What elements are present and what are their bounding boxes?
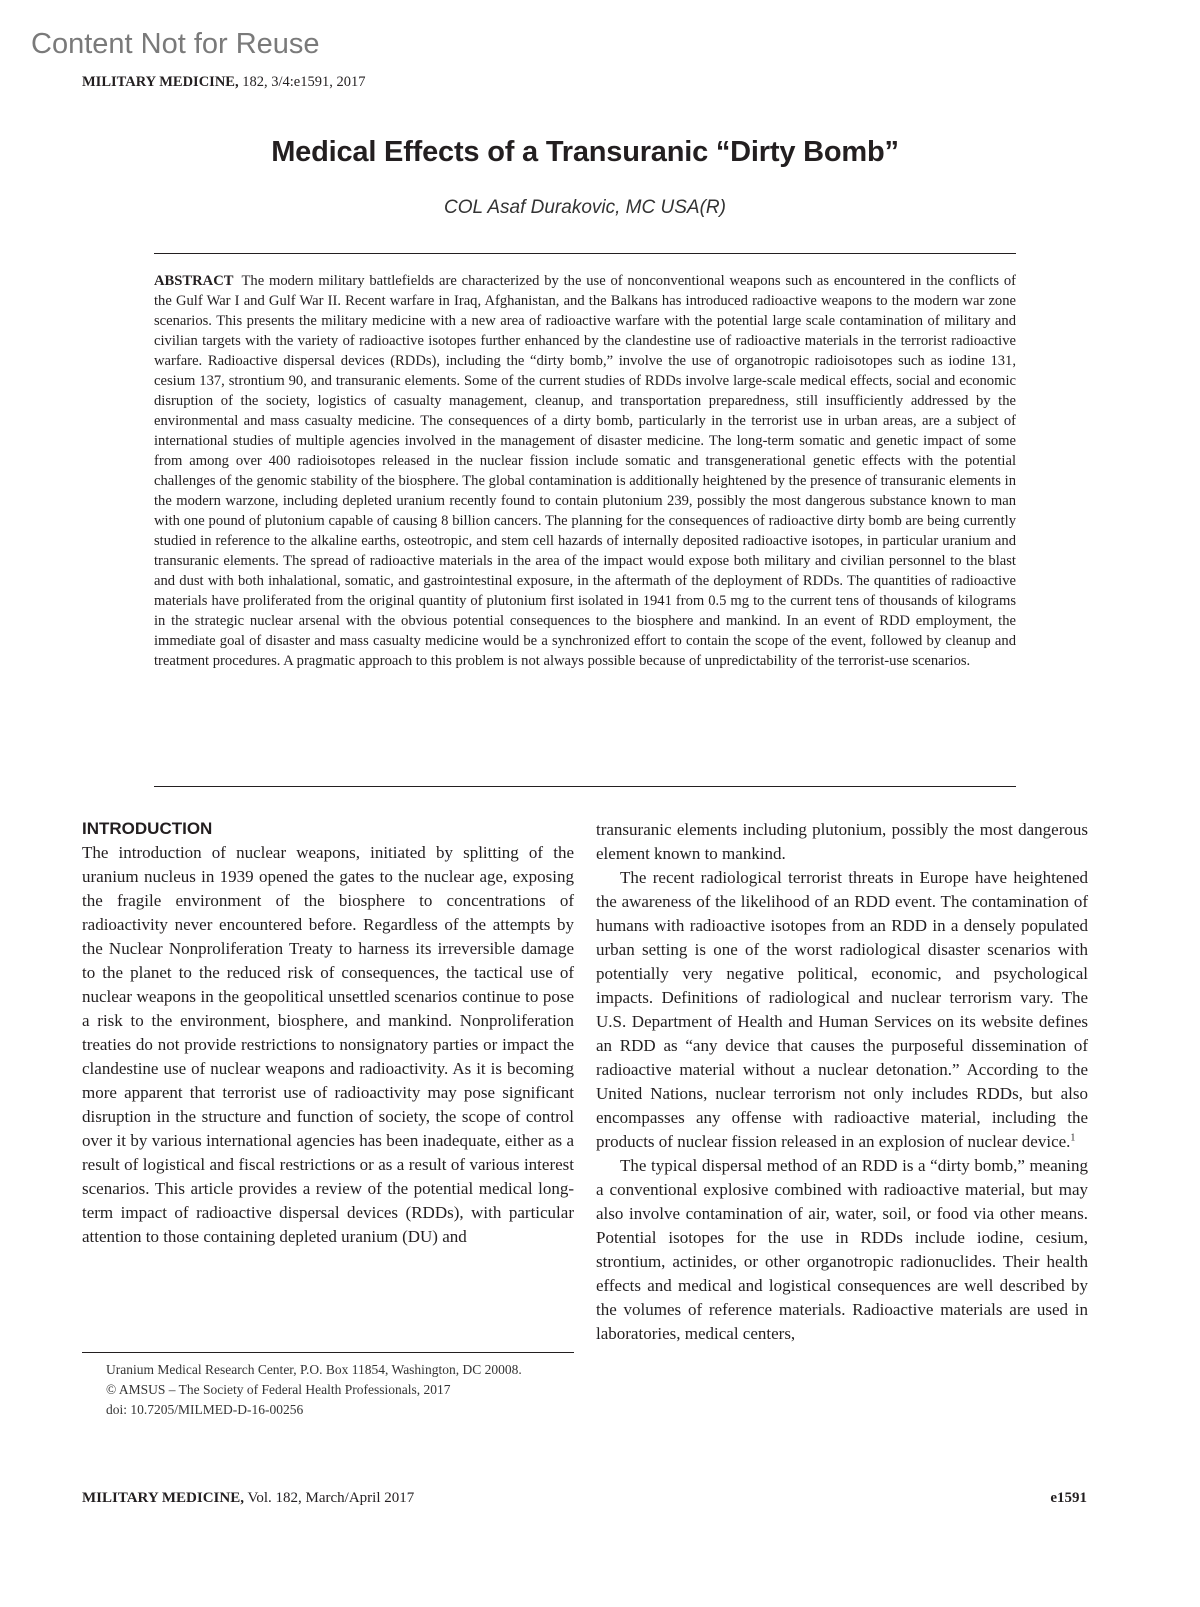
body-paragraph-text: The recent radiological terrorist threats in Europe have heightened the awareness of the likelihood of an RDD event. The contamination of humans with radioactive isotopes from an RDD in a densely populated urban setting is one of the worst radiological disaster scenarios with potentially very negative political, economic, and psychological impacts. Definitions of radiological and nuclear terrorism vary. The U.S. Department of Health and Human Services on its website defines an RDD as “any device that causes the purposeful dissemination of radioactive material without a nuclear detonation.” According to the United Nations, nuclear terrorism not only includes RDDs, but also encompasses any offense with radioactive material, including the products of nuclear fission released in an explosion of nuclear device. — [596, 868, 1088, 1151]
watermark: Content Not for Reuse — [31, 28, 320, 60]
page-footer — [82, 1490, 1087, 1507]
article-author: COL Asaf Durakovic, MC USA(R) — [444, 197, 726, 218]
running-head — [82, 74, 365, 91]
abstract-label: ABSTRACT — [154, 273, 234, 289]
footnotes — [82, 1360, 574, 1420]
body-right-column — [596, 818, 1088, 1346]
running-head-citation: 182, 3/4:e1591, 2017 — [238, 74, 366, 90]
section-heading-introduction: INTRODUCTION — [82, 819, 213, 838]
abstract-bottom-rule — [154, 786, 1016, 787]
body-paragraph: transuranic elements including plutonium, possibly the most dangerous element known to mankind. — [596, 820, 1088, 863]
body-paragraph: The introduction of nuclear weapons, initiated by splitting of the uranium nucleus in 1939 opened the gates to the nuclear age, exposing the fragile environment of the biosphere to concentrations of radioactivity never encountered before. Regardless of the attempts by the Nuclear Nonproliferation Treaty to harness its irreversible damage to the planet to the reduced risk of consequences, the tactical use of nuclear weapons in the geopolitical unsettled scenarios continue to pose a risk to the environment, biosphere, and mankind. Nonproliferation treaties do not provide restrictions to nonsignatory parties or impact the clandestine use of nuclear weapons and radioactivity. As it is becoming more apparent that terrorist use of radioactivity may pose significant disruption in the structure and function of society, the scope of control over it by various international agencies has been inadequate, either as a result of logistical and fiscal restrictions or as a result of various interest scenarios. This article provides a review of the potential medical long-term impact of radioactive dispersal devices (RDDs), with particular attention to those containing depleted uranium (DU) and — [82, 843, 574, 1246]
footer-issue: Vol. 182, March/April 2017 — [243, 1490, 415, 1506]
abstract-text: The modern military battlefields are characterized by the use of nonconventional weapons such as encountered in the conflicts of the Gulf War I and Gulf War II. Recent warfare in Iraq, Afghanistan, and the Balkans has introduced radioactive weapons to the modern war zone scenarios. This presents the military medicine with a new area of radioactive warfare with the potential large scale contamination of military and civilian targets with the variety of radioactive isotopes further enhanced by the clandestine use of radioactive materials in the terrorist radioactive warfare. Radioactive dispersal devices (RDDs), including the “dirty bomb,” involve the use of organotropic radioisotopes such as iodine 131, cesium 137, strontium 90, and transuranic elements. Some of the current studies of RDDs involve large-scale medical effects, social and economic disruption of the society, logistics of casualty management, cleanup, and transportation preparedness, still insufficiently addressed by the environmental and mass casualty medicine. The consequences of a dirty bomb, particularly in the terrorist use in urban areas, are a subject of international studies of multiple agencies involved in the management of disaster medicine. The long-term somatic and genetic impact of some from among over 400 radioisotopes released in the nuclear fission include somatic and transgenerational genetic effects with the potential challenges of the genomic stability of the biosphere. The global contamination is additionally heightened by the presence of transuranic elements in the modern warzone, including depleted uranium recently found to contain plutonium 239, possibly the most dangerous substance known to man with one pound of plutonium capable of causing 8 billion cancers. The planning for the consequences of radioactive dirty bomb are being currently studied in reference to the alkaline earths, osteotropic, and stem cell hazards of internally deposited radioactive isotopes, in particular uranium and transuranic elements. The spread of radioactive materials in the area of the impact would expose both military and civilian personnel to the blast and dust with both inhalational, somatic, and gastrointestinal exposure, in the aftermath of the deployment of RDDs. The quantities of radioactive materials have proliferated from the original quantity of plutonium first isolated in 1941 from 0.5 mg to the current tens of thousands of kilograms in the strategic nuclear arsenal with the obvious potential consequences to the biosphere and mankind. In an event of RDD employment, the immediate goal of disaster and mass casualty medicine would be a synchronized effort to contain the scope of the event, followed by cleanup and treatment procedures. A pragmatic approach to this problem is not always possible because of unpredictability of the terrorist-use scenarios. — [154, 273, 1016, 669]
footnote-copyright: © AMSUS – The Society of Federal Health Professionals, 2017 — [106, 1382, 451, 1397]
footnote-rule — [82, 1352, 574, 1353]
reference-marker[interactable]: 1 — [1070, 1132, 1076, 1144]
body-paragraph: The typical dispersal method of an RDD is a “dirty bomb,” meaning a conventional explosive combined with radioactive material, but may also involve contamination of air, water, soil, or food via other means. Potential isotopes for the use in RDDs include iodine, cesium, strontium, actinides, or other organotropic radionuclides. Their health effects and medical and logistical consequences are well described by the volumes of reference materials. Radioactive materials are used in laboratories, medical centers, — [596, 1156, 1088, 1343]
article-title: Medical Effects of a Transuranic “Dirty Bomb” — [271, 136, 899, 168]
footer-journal-name: MILITARY MEDICINE, — [82, 1490, 244, 1506]
running-head-journal: MILITARY MEDICINE, — [82, 74, 239, 90]
body-paragraph — [596, 866, 1088, 1154]
footnote-doi[interactable]: doi: 10.7205/MILMED-D-16-00256 — [106, 1402, 304, 1417]
abstract — [154, 271, 1016, 671]
body-left-column — [82, 818, 574, 1249]
footer-journal — [82, 1490, 414, 1507]
page-number: e1591 — [1050, 1490, 1087, 1506]
abstract-top-rule — [154, 253, 1016, 254]
footnote-affiliation: Uranium Medical Research Center, P.O. Box 11854, Washington, DC 20008. — [106, 1362, 522, 1377]
